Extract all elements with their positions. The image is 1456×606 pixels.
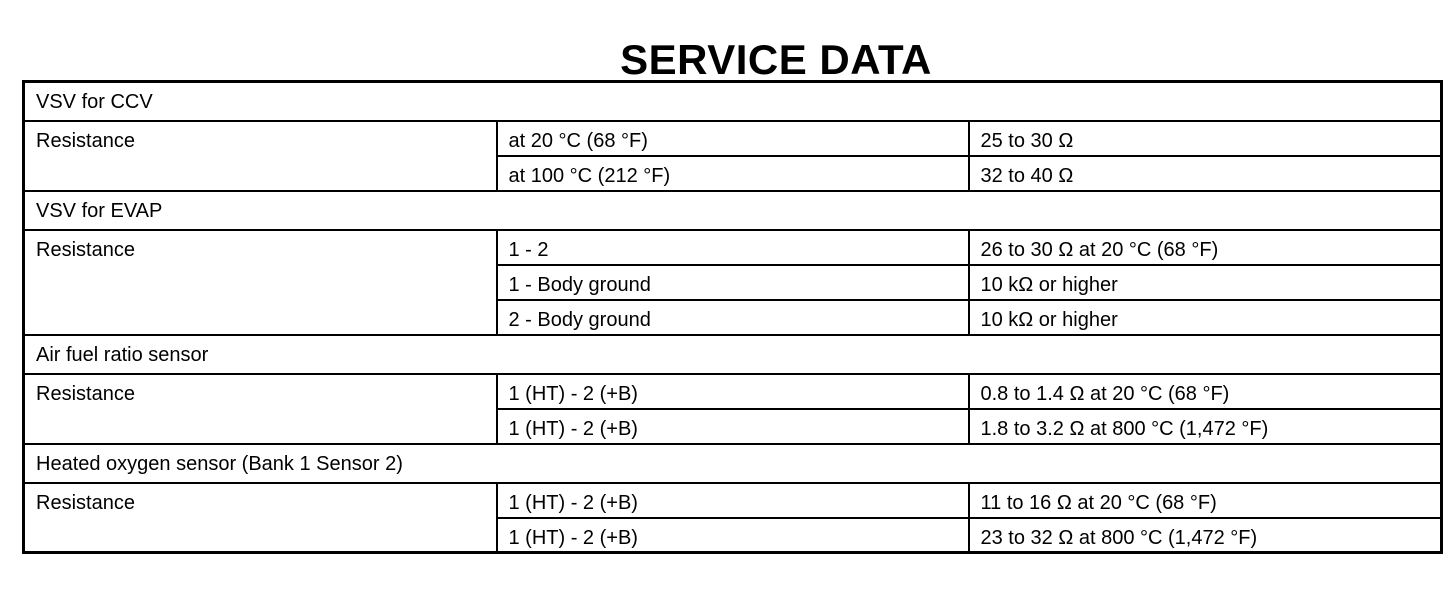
service-data-table <box>22 80 1443 554</box>
condition-cell: 1 (HT) - 2 (+B) <box>497 518 969 553</box>
section-header-row <box>24 444 1442 483</box>
condition-cell: at 100 °C (212 °F) <box>497 156 969 191</box>
spec-cell: 32 to 40 Ω <box>969 156 1442 191</box>
spec-cell: 1.8 to 3.2 Ω at 800 °C (1,472 °F) <box>969 409 1442 444</box>
section-title: Air fuel ratio sensor <box>24 335 1442 374</box>
item-cell: Resistance <box>24 483 497 553</box>
item-cell: Resistance <box>24 374 497 444</box>
table-row <box>24 483 1442 518</box>
condition-cell: 1 (HT) - 2 (+B) <box>497 483 969 518</box>
spec-cell: 10 kΩ or higher <box>969 300 1442 335</box>
condition-cell: 1 - Body ground <box>497 265 969 300</box>
spec-cell: 26 to 30 Ω at 20 °C (68 °F) <box>969 230 1442 265</box>
condition-cell: 1 (HT) - 2 (+B) <box>497 409 969 444</box>
spec-cell: 23 to 32 Ω at 800 °C (1,472 °F) <box>969 518 1442 553</box>
item-cell: Resistance <box>24 121 497 191</box>
condition-cell: 2 - Body ground <box>497 300 969 335</box>
spec-cell: 25 to 30 Ω <box>969 121 1442 156</box>
condition-cell: 1 (HT) - 2 (+B) <box>497 374 969 409</box>
section-header-row <box>24 335 1442 374</box>
section-header-row <box>24 82 1442 121</box>
section-title: VSV for CCV <box>24 82 1442 121</box>
condition-cell: 1 - 2 <box>497 230 969 265</box>
section-title: Heated oxygen sensor (Bank 1 Sensor 2) <box>24 444 1442 483</box>
spec-cell: 10 kΩ or higher <box>969 265 1442 300</box>
table-row <box>24 230 1442 265</box>
section-title: VSV for EVAP <box>24 191 1442 230</box>
page-title: SERVICE DATA <box>620 36 932 84</box>
table-row <box>24 374 1442 409</box>
spec-cell: 0.8 to 1.4 Ω at 20 °C (68 °F) <box>969 374 1442 409</box>
table-row <box>24 121 1442 156</box>
spec-cell: 11 to 16 Ω at 20 °C (68 °F) <box>969 483 1442 518</box>
section-header-row <box>24 191 1442 230</box>
item-cell: Resistance <box>24 230 497 335</box>
condition-cell: at 20 °C (68 °F) <box>497 121 969 156</box>
